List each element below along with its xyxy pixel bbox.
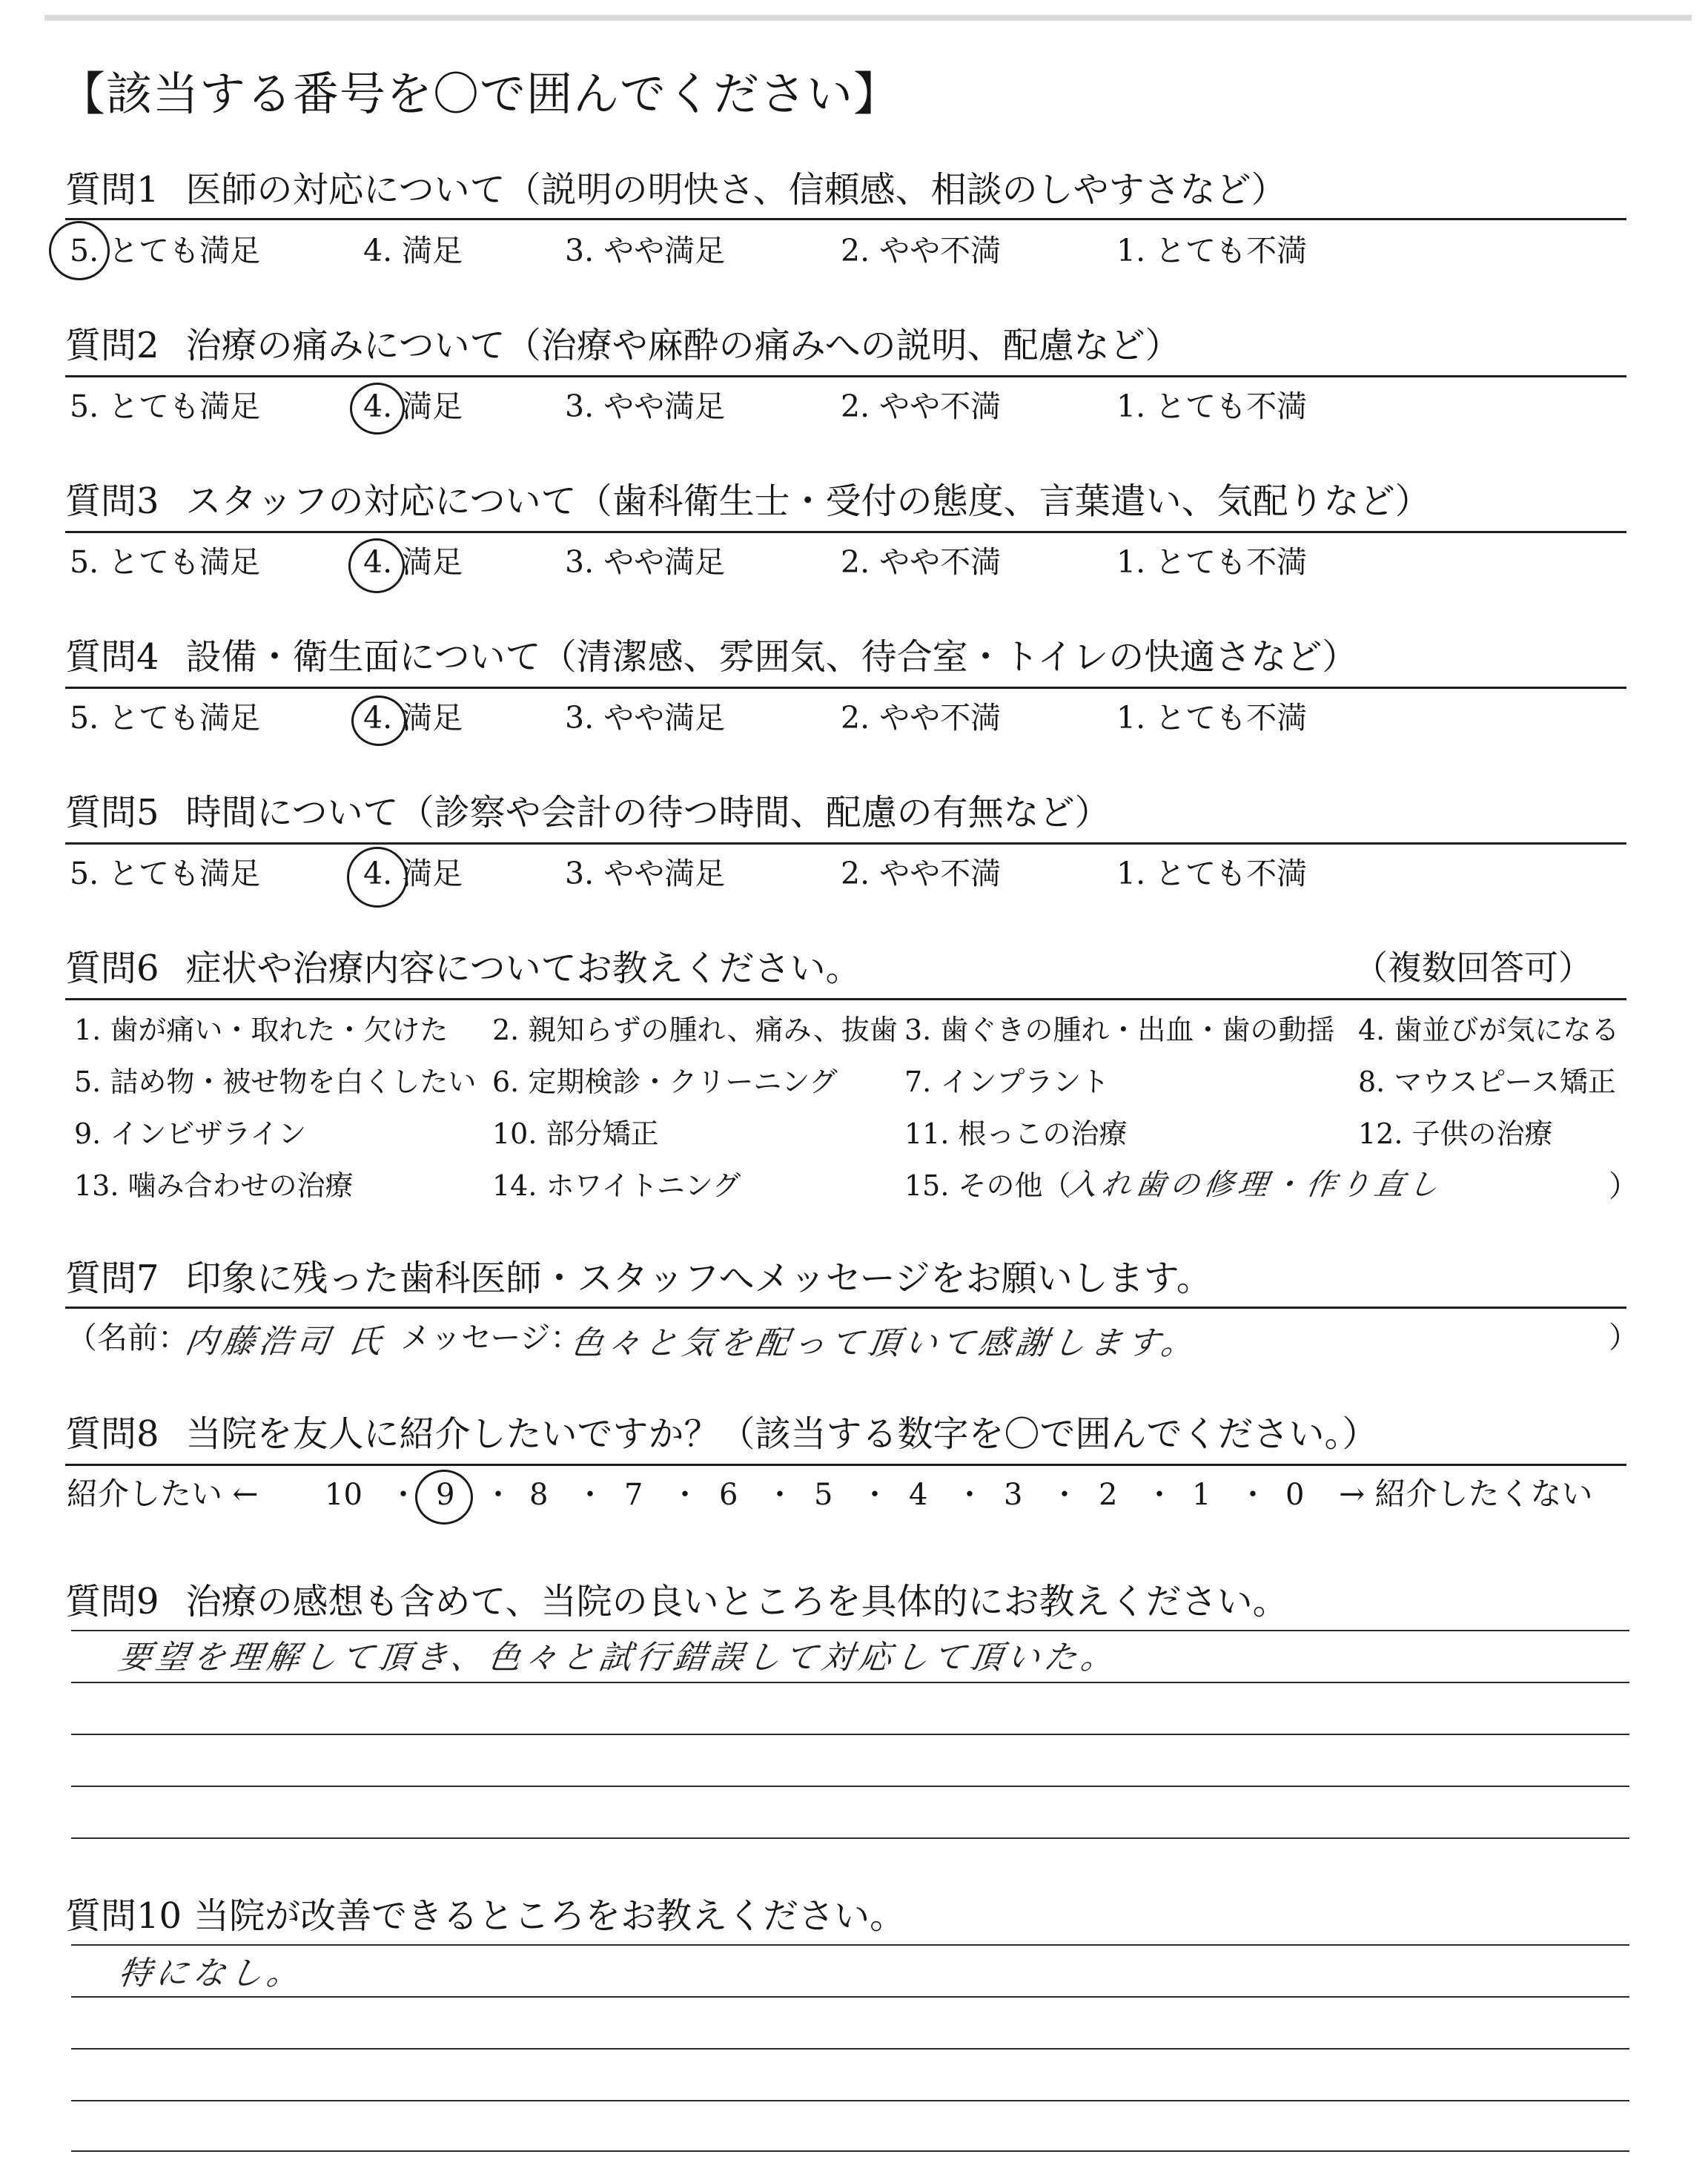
treatment-item[interactable]: 9. インビザライン: [74, 1117, 307, 1150]
scale-separator: ・: [483, 1478, 513, 1512]
scale-separator: ・: [860, 1478, 890, 1512]
treatment-item[interactable]: 1. 歯が痛い・取れた・欠けた: [74, 1014, 448, 1046]
option-3[interactable]: 3. やや満足: [565, 389, 726, 424]
question-text: 治療の感想も含めて、当院の良いところを具体的にお教えください。: [185, 1581, 1288, 1622]
message-handwritten: 色々と気を配って頂いて感謝します。: [568, 1324, 1202, 1362]
answer-line: [71, 1786, 1629, 1787]
question-text: 印象に残った歯科医師・スタッフへメッセージをお願いします。: [185, 1258, 1212, 1299]
question-number: 質問5: [65, 792, 159, 833]
option-3[interactable]: 3. やや満足: [565, 856, 726, 891]
scale-10[interactable]: 10: [325, 1478, 363, 1512]
option-4[interactable]: 4. 満足: [363, 544, 463, 580]
selection-circle: [351, 696, 406, 746]
question-rule: [65, 375, 1626, 377]
option-1[interactable]: 1. とても不満: [1116, 389, 1308, 424]
scale-separator: ・: [1050, 1478, 1079, 1512]
answer-line: [71, 1734, 1629, 1735]
treatment-item[interactable]: 6. 定期検診・クリーニング: [492, 1066, 838, 1098]
option-2[interactable]: 2. やや不満: [841, 544, 1002, 580]
option-4[interactable]: 4. 満足: [363, 389, 463, 424]
treatment-item[interactable]: 3. 歯ぐきの腫れ・出血・歯の動揺: [904, 1014, 1335, 1046]
question-title: [65, 325, 1181, 366]
option-3[interactable]: 3. やや満足: [565, 233, 726, 268]
question-number: 質問3: [65, 480, 159, 522]
question-rule: [65, 1464, 1626, 1466]
answer-line: [71, 1837, 1629, 1839]
page-title: 【該当する番号を〇で囲んでください】: [59, 67, 901, 121]
scale-separator: ・: [1238, 1478, 1268, 1512]
treatment-item[interactable]: 12. 子供の治療: [1358, 1117, 1553, 1150]
treatment-item[interactable]: 8. マウスピース矯正: [1358, 1066, 1616, 1098]
scale-9[interactable]: 9: [436, 1478, 455, 1512]
treatment-item[interactable]: 13. 噛み合わせの治療: [74, 1169, 354, 1202]
scale-3[interactable]: 3: [1004, 1478, 1023, 1512]
scale-separator: ・: [1145, 1478, 1174, 1512]
question-text: スタッフの対応について（歯科衛生士・受付の態度、言葉遣い、気配りなど）: [185, 480, 1431, 522]
selection-circle: [350, 383, 405, 435]
question-text: 医師の対応について（説明の明快さ、信頼感、相談のしやすさなど）: [185, 169, 1287, 211]
scale-8[interactable]: 8: [529, 1478, 549, 1512]
option-1[interactable]: 1. とても不満: [1116, 700, 1308, 736]
answer-line: [71, 2100, 1629, 2101]
question-number: 質問6: [65, 948, 159, 989]
question-rule: [65, 531, 1626, 533]
option-5[interactable]: 5. とても満足: [70, 389, 261, 424]
scale-separator: ・: [575, 1478, 605, 1512]
treatment-item-other[interactable]: 15. その他（: [904, 1169, 1071, 1202]
option-1[interactable]: 1. とても不満: [1116, 856, 1308, 891]
selection-circle: [347, 847, 408, 908]
question-title: [65, 1413, 1378, 1455]
selection-circle: [348, 538, 405, 593]
question-number: 質問4: [65, 636, 159, 678]
treatment-item[interactable]: 14. ホワイトニング: [492, 1169, 741, 1202]
selection-circle: [49, 221, 110, 280]
question-text: 時間について（診察や会計の待つ時間、配慮の有無など）: [185, 792, 1110, 833]
scale-left-label: 紹介したい ←: [67, 1476, 259, 1512]
name-label: （名前：: [67, 1320, 188, 1355]
treatment-item[interactable]: 11. 根っこの治療: [904, 1117, 1128, 1150]
treatment-item[interactable]: 4. 歯並びが気になる: [1358, 1014, 1620, 1046]
treatment-item[interactable]: 5. 詰め物・被せ物を白くしたい: [74, 1066, 477, 1098]
question-number: 質問9: [65, 1581, 159, 1622]
treatment-item[interactable]: 2. 親知らずの腫れ、痛み、抜歯: [492, 1014, 898, 1046]
treatment-item[interactable]: 10. 部分矯正: [492, 1117, 659, 1150]
question-title: [65, 1258, 1212, 1299]
option-2[interactable]: 2. やや不満: [841, 700, 1002, 736]
question-text: 治療の痛みについて（治療や麻酔の痛みへの説明、配慮など）: [185, 325, 1181, 366]
treatment-item[interactable]: 7. インプラント: [904, 1066, 1110, 1098]
option-1[interactable]: 1. とても不満: [1116, 233, 1308, 268]
answer-line: [71, 2048, 1629, 2050]
name-handwritten: 内藤浩司 氏: [182, 1323, 388, 1361]
scale-1[interactable]: 1: [1192, 1478, 1211, 1512]
scale-2[interactable]: 2: [1099, 1478, 1118, 1512]
option-5[interactable]: 5. とても満足: [70, 856, 261, 891]
scale-0[interactable]: 0: [1285, 1478, 1305, 1512]
option-5[interactable]: 5. とても満足: [70, 700, 261, 736]
question-rule: [65, 218, 1626, 220]
option-5[interactable]: 5. とても満足: [70, 233, 261, 268]
scale-separator: ・: [388, 1478, 418, 1512]
question-number: 質問7: [65, 1258, 159, 1299]
scan-edge-bar: [44, 15, 1692, 21]
question-number: 質問8: [65, 1413, 159, 1455]
answer-line: [71, 1996, 1629, 1998]
question-text: 当院を友人に紹介したいですか？（該当する数字を〇で囲んでください。）: [185, 1413, 1378, 1455]
answer-line: [71, 1944, 1629, 1946]
scale-separator: ・: [670, 1478, 700, 1512]
message-close-paren: ）: [1609, 1321, 1638, 1355]
question-title: [65, 1895, 906, 1937]
other-close-paren: ）: [1609, 1169, 1638, 1203]
question-number: 質問10: [65, 1895, 182, 1937]
message-label: メッセージ：: [400, 1320, 581, 1355]
scale-right-label: → 紹介したくない: [1339, 1476, 1593, 1512]
scale-separator: ・: [955, 1478, 984, 1512]
scale-5[interactable]: 5: [814, 1478, 833, 1512]
selection-circle: [415, 1470, 473, 1525]
question-number: 質問2: [65, 325, 159, 366]
question-title: [65, 1581, 1288, 1622]
option-2[interactable]: 2. やや不満: [841, 233, 1002, 268]
question-text: 設備・衛生面について（清潔感、雰囲気、待合室・トイレの快適さなど）: [185, 636, 1358, 678]
scale-6[interactable]: 6: [719, 1478, 738, 1512]
scale-7[interactable]: 7: [624, 1478, 643, 1512]
question-rule: [65, 687, 1626, 689]
question-text: 当院が改善できるところをお教えください。: [193, 1895, 906, 1937]
option-2[interactable]: 2. やや不満: [841, 856, 1002, 891]
question-title: [65, 948, 861, 989]
answer-line: [71, 1630, 1629, 1631]
option-3[interactable]: 3. やや満足: [565, 700, 726, 736]
option-1[interactable]: 1. とても不満: [1116, 544, 1308, 580]
question-rule: [65, 842, 1626, 845]
option-5[interactable]: 5. とても満足: [70, 544, 261, 580]
scale-separator: ・: [765, 1478, 795, 1512]
answer-line: [71, 1682, 1629, 1683]
option-4[interactable]: 4. 満足: [363, 700, 463, 736]
answer-handwritten: 特になし。: [116, 1955, 307, 1992]
multiple-answers-note: （複数回答可）: [1354, 948, 1592, 988]
question-rule: [65, 1307, 1626, 1309]
other-handwritten: 入れ歯の修理・作り直し: [1065, 1168, 1446, 1202]
option-4[interactable]: 4. 満足: [363, 856, 463, 891]
option-4[interactable]: 4. 満足: [363, 233, 463, 268]
question-rule: [65, 998, 1626, 1000]
question-text: 症状や治療内容についてお教えください。: [185, 948, 861, 989]
question-number: 質問1: [65, 169, 159, 211]
question-title: [65, 792, 1110, 833]
question-title: [65, 480, 1431, 522]
question-title: [65, 636, 1358, 678]
scale-4[interactable]: 4: [909, 1478, 928, 1512]
option-3[interactable]: 3. やや満足: [565, 544, 726, 580]
question-title: [65, 169, 1287, 211]
answer-line: [71, 2150, 1629, 2152]
option-2[interactable]: 2. やや不満: [841, 389, 1002, 424]
answer-handwritten: 要望を理解して頂き、色々と試行錯誤して対応して頂いた。: [116, 1639, 1121, 1677]
